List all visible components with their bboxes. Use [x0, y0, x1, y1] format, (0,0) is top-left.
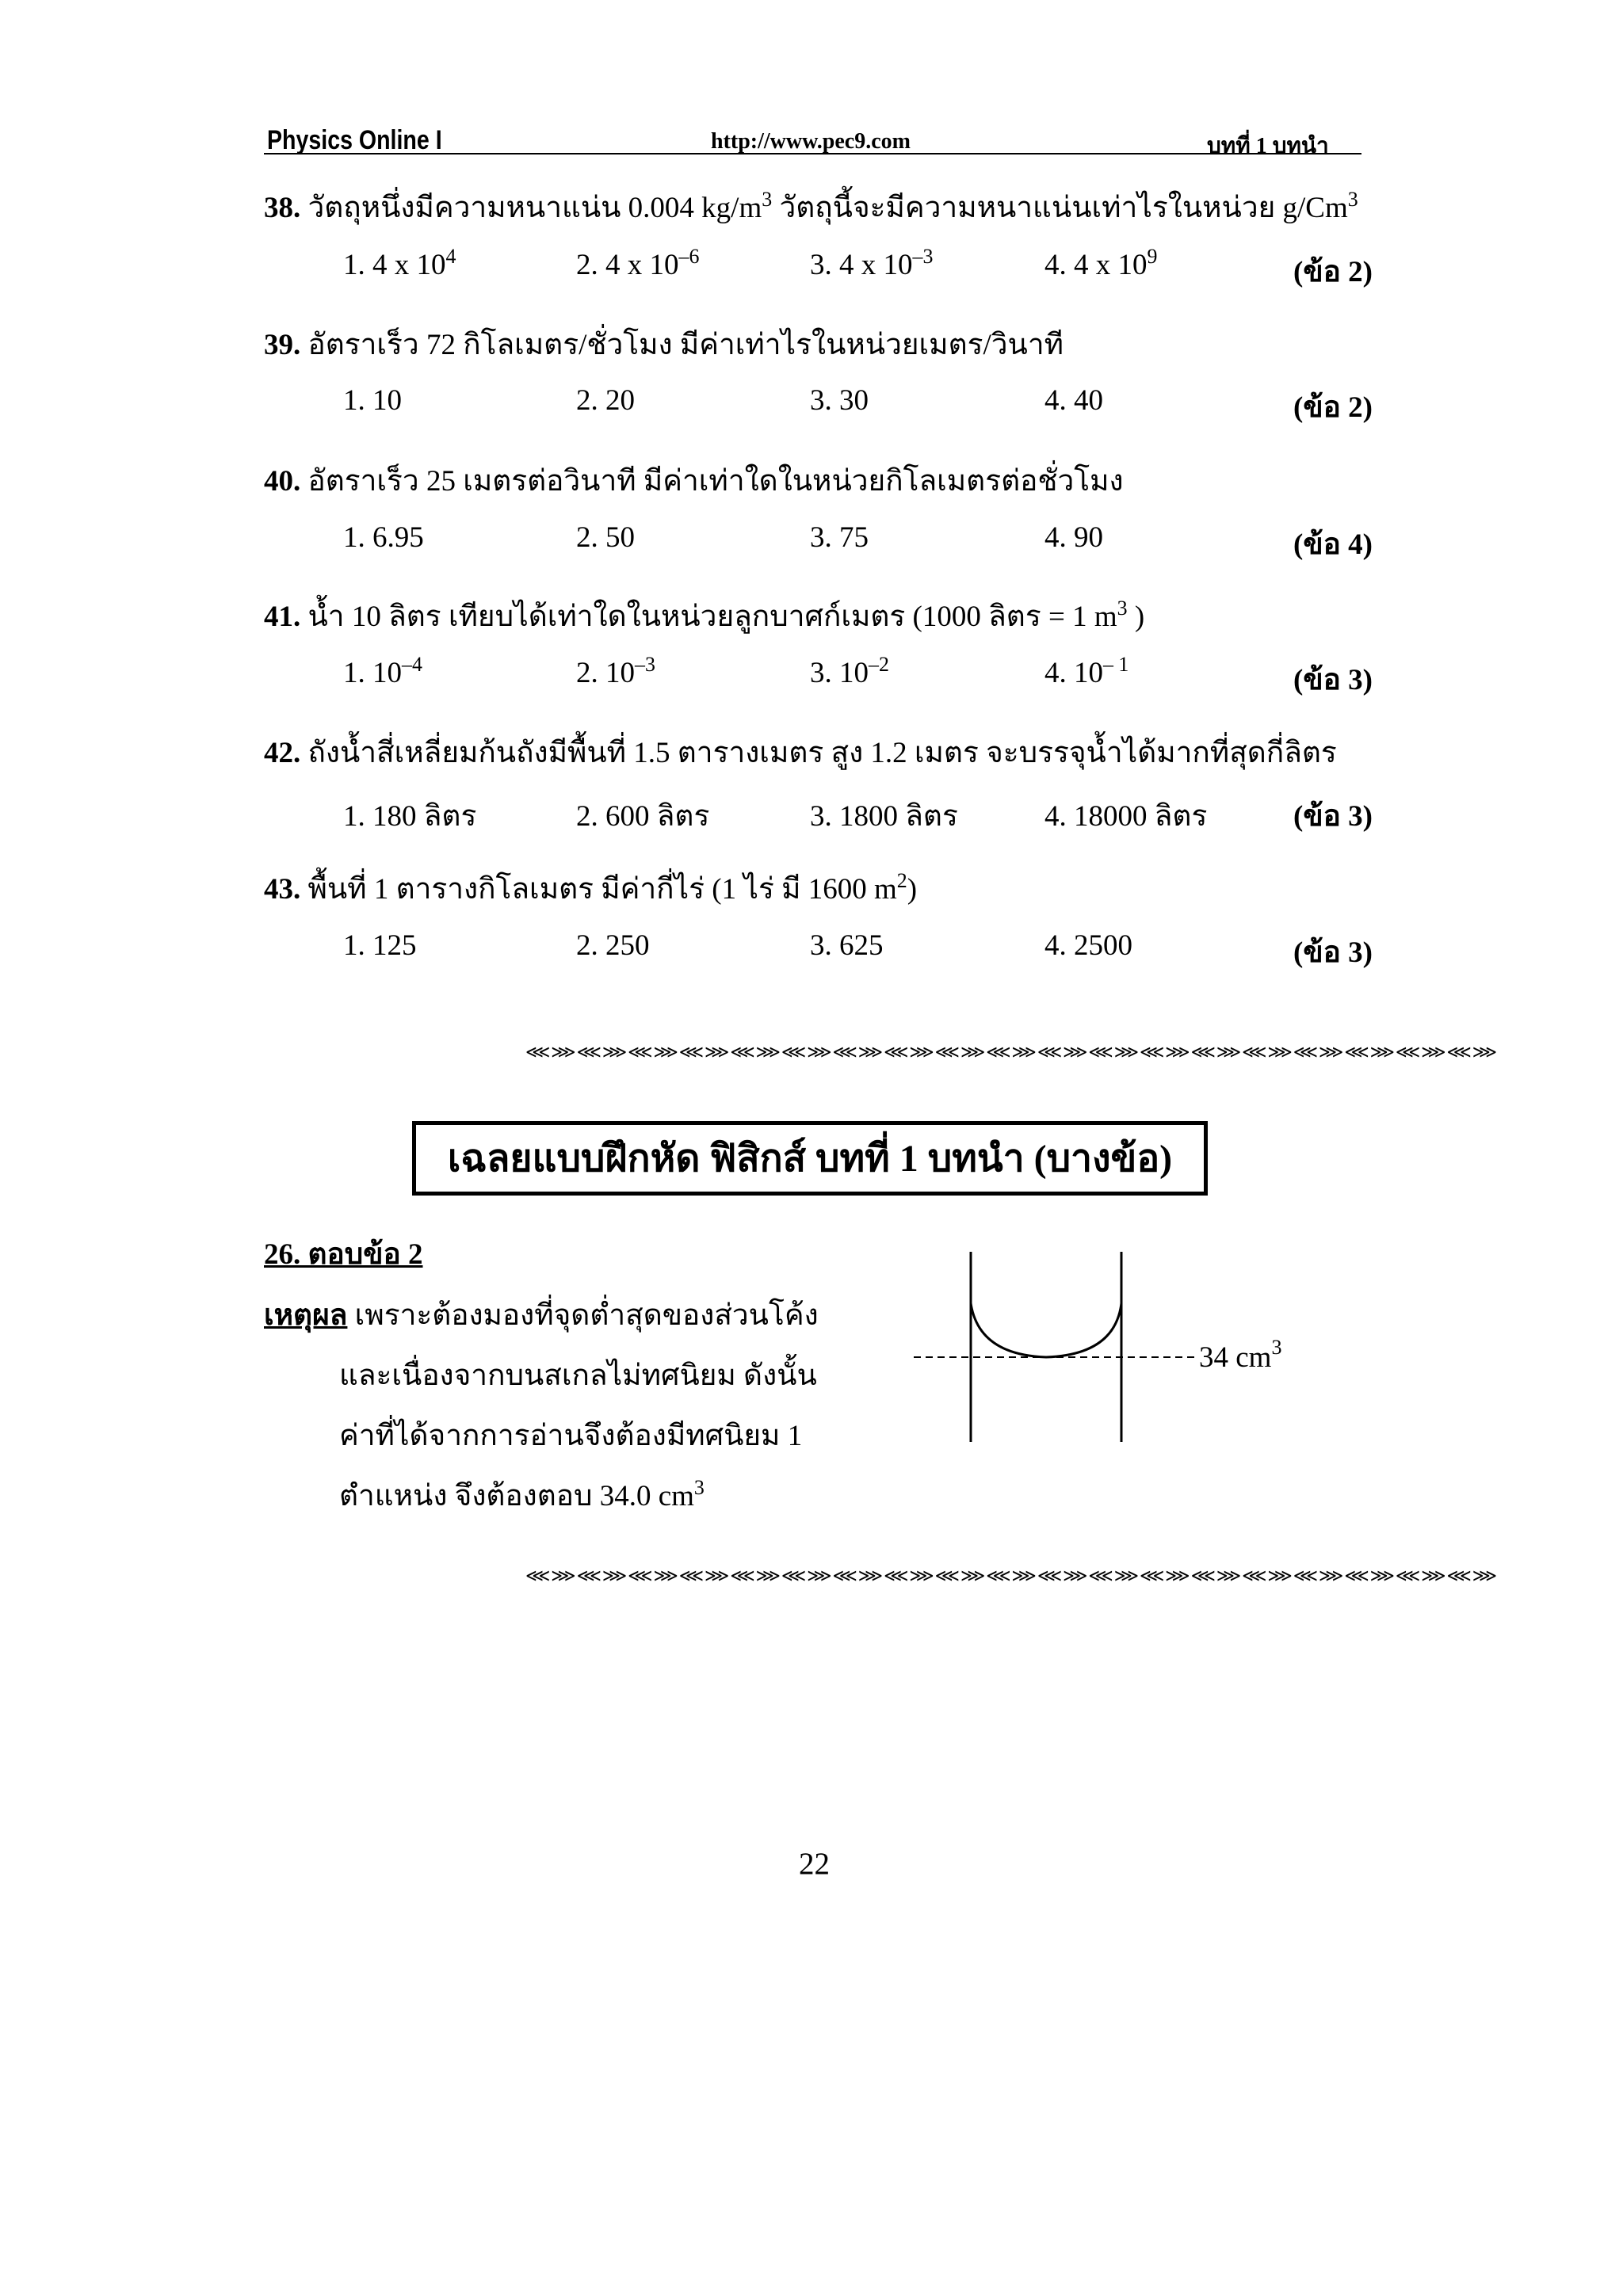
header-chapter: บทที่ 1 บทนำ: [1207, 134, 1329, 158]
option: 2. 600 ลิตร: [576, 800, 710, 833]
option: 1. 180 ลิตร: [343, 800, 477, 833]
reason-line-2: และเนื่องจากบนสเกลไม่ทศนิยม ดังนั้น: [339, 1360, 817, 1392]
question-38: [264, 184, 1358, 231]
meniscus-curve: [971, 1303, 1121, 1357]
option: 2. $10^{-3}$: [576, 652, 655, 689]
question-40: 40. อัตราเร็ว 25 เมตรต่อวินาที มีค่าเท่าใดในหน่วยกิโลเมตรต่อชั่วโมง: [264, 465, 1124, 498]
header-url: http://www.pec9.com: [711, 129, 911, 154]
question-43: 43. พื้นที่ 1 ตารางกิโลเมตร มีค่ากี่ไร่ (1 ไร่ มี 1600 $m^2$): [264, 868, 918, 906]
solution-title: เฉลยแบบฝึกหัด ฟิสิกส์ บทที่ 1 บทนำ (บางข้อ): [447, 1138, 1173, 1180]
answer-label: (ข้อ 4): [1293, 528, 1373, 561]
option: 3. 30: [810, 384, 869, 417]
option: 4. 40: [1044, 384, 1103, 417]
answer-label: (ข้อ 3): [1293, 936, 1373, 969]
option: 1. 4 x $10^4$: [343, 244, 456, 281]
option: 3. 625: [810, 929, 884, 962]
header-title: Physics Online I: [267, 125, 442, 155]
answer-26-heading: 26. ตอบข้อ 2: [264, 1238, 423, 1271]
option: 1. 125: [343, 929, 417, 962]
option: 2. 250: [576, 929, 650, 962]
answer-label: (ข้อ 3): [1293, 800, 1373, 833]
option: 3. $10^{-2}$: [810, 652, 889, 689]
option: 1. 10: [343, 384, 402, 417]
page-number: 22: [799, 1847, 830, 1881]
option: 3. 75: [810, 521, 869, 554]
question-text-after: วัตถุนี้จะมีความหนาแน่นเท่าไรในหน่วย g/Cm: [772, 192, 1348, 224]
reason-line-1: เพราะต้องมองที่จุดต่ำสุดของส่วนโค้ง: [347, 1299, 819, 1332]
option: 4. 2500: [1044, 929, 1132, 962]
reason-line-4: ตำแหน่ง จึงต้องตอบ 34.0 $cm^3$: [339, 1475, 705, 1512]
question-superscript-2: 3: [1347, 187, 1358, 211]
option: 2. 50: [576, 521, 635, 554]
option: 2. 4 x $10^{-6}$: [576, 244, 700, 281]
reason-label: เหตุผล: [264, 1299, 348, 1332]
question-superscript: 3: [762, 187, 773, 211]
question-41: 41. น้ำ 10 ลิตร เทียบได้เท่าใดในหน่วยลูกบาศก์เมตร (1000 ลิตร = 1 $m^3$ ): [264, 596, 1145, 633]
answer-label: (ข้อ 3): [1293, 664, 1373, 696]
decorative-separator: ⋘⋙⋘⋙⋘⋙⋘⋙⋘⋙⋘⋙⋘⋙⋘⋙⋘⋙⋘⋙⋘⋙⋘⋙⋘⋙⋘⋙⋘⋙⋘⋙⋘⋙⋘⋙⋘⋙: [525, 1043, 1499, 1062]
header-rule: [264, 153, 1361, 154]
option: 1. $10^{-4}$: [343, 652, 422, 689]
decorative-separator: ⋘⋙⋘⋙⋘⋙⋘⋙⋘⋙⋘⋙⋘⋙⋘⋙⋘⋙⋘⋙⋘⋙⋘⋙⋘⋙⋘⋙⋘⋙⋘⋙⋘⋙⋘⋙⋘⋙: [525, 1566, 1499, 1586]
option: 2. 20: [576, 384, 635, 417]
question-number: 38.: [264, 192, 301, 224]
option: 4. 18000 ลิตร: [1044, 800, 1208, 833]
option: 4. $10^{- 1}$: [1044, 652, 1129, 689]
meniscus-diagram: [907, 1252, 1351, 1450]
answer-26-reason: [264, 1291, 819, 1338]
option: 3. 1800 ลิตร: [810, 800, 958, 833]
answer-label: (ข้อ 2): [1293, 256, 1373, 288]
option: 4. 4 x $10^9$: [1044, 244, 1158, 281]
question-42: 42. ถังน้ำสี่เหลี่ยมก้นถังมีพื้นที่ 1.5 ตารางเมตร สูง 1.2 เมตร จะบรรจุน้ำได้มากที่สุดกี่ลิตร: [264, 737, 1337, 769]
option: 1. 6.95: [343, 521, 424, 554]
reason-line-3: ค่าที่ได้จากการอ่านจึงต้องมีทศนิยม 1: [339, 1420, 803, 1452]
question-text: วัตถุหนึ่งมีความหนาแน่น 0.004 kg/m: [300, 192, 762, 224]
solution-title-box: [412, 1121, 1208, 1196]
question-39: 39. อัตราเร็ว 72 กิโลเมตร/ชั่วโมง มีค่าเท่าไรในหน่วยเมตร/วินาที: [264, 329, 1064, 361]
answer-label: (ข้อ 2): [1293, 391, 1373, 424]
option: 3. 4 x $10^{-3}$: [810, 244, 934, 281]
diagram-label: 34 $cm^3$: [1199, 1336, 1282, 1374]
option: 4. 90: [1044, 521, 1103, 554]
